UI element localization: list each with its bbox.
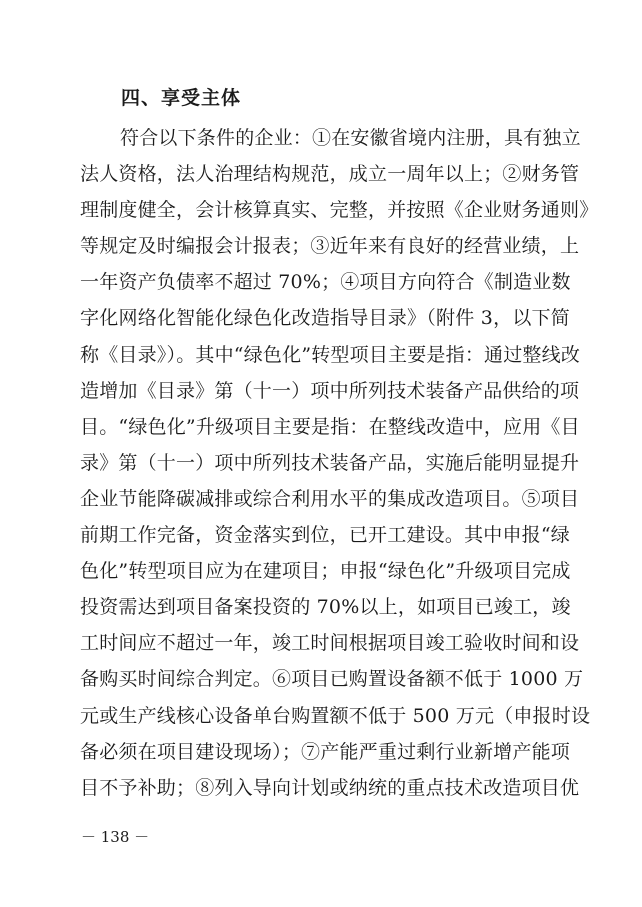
paragraph-line: 一年资产负债率不超过 70%；④项目方向符合《制造业数	[80, 271, 571, 294]
paragraph-line: 元或生产线核心设备单台购置额不低于 500 万元（申报时设	[80, 704, 591, 727]
paragraph-line: 企业节能降碳减排或综合利用水平的集成改造项目。⑤项目	[80, 487, 580, 510]
paragraph-line: 前期工作完备，资金落实到位，已开工建设。其中申报“绿	[80, 524, 570, 547]
paragraph-line: 备购买时间综合判定。⑥项目已购置设备额不低于 1000 万	[80, 668, 584, 691]
paragraph-line: 备必须在项目建设现场）；⑦产能严重过剩行业新增产能项	[80, 740, 570, 763]
paragraph-line: 工时间应不超过一年，竣工时间根据项目竣工验收时间和设	[80, 632, 580, 655]
paragraph-line: 法人资格，法人治理结构规范，成立一周年以上；②财务管	[80, 163, 580, 186]
paragraph-line: 字化网络化智能化绿色化改造指导目录》（附件 3，以下简	[80, 307, 570, 330]
paragraph-line: 录》第（十一）项中所列技术装备产品，实施后能明显提升	[80, 451, 580, 474]
paragraph-line: 理制度健全，会计核算真实、完整，并按照《企业财务通则》	[80, 199, 599, 222]
section-heading: 四、享受主体	[121, 87, 242, 109]
paragraph-line: 符合以下条件的企业：①在安徽省境内注册，具有独立	[120, 127, 581, 149]
paragraph-line: 称《目录》）。其中“绿色化”转型项目主要是指：通过整线改	[80, 343, 581, 366]
body-paragraph	[80, 120, 599, 806]
page-number: － 138 －	[81, 828, 150, 846]
paragraph-line: 等规定及时编报会计报表；③近年来有良好的经营业绩，上	[80, 235, 580, 258]
paragraph-line: 投资需达到项目备案投资的 70%以上，如项目已竣工，竣	[80, 596, 571, 619]
paragraph-line: 目不予补助；⑧列入导向计划或纳统的重点技术改造项目优	[80, 776, 580, 799]
paragraph-line: 目。“绿色化”升级项目主要是指：在整线改造中，应用《目	[80, 415, 580, 438]
paragraph-line: 色化”转型项目应为在建项目；申报“绿色化”升级项目完成	[80, 560, 571, 583]
paragraph-line: 造增加《目录》第（十一）项中所列技术装备产品供给的项	[80, 379, 580, 402]
